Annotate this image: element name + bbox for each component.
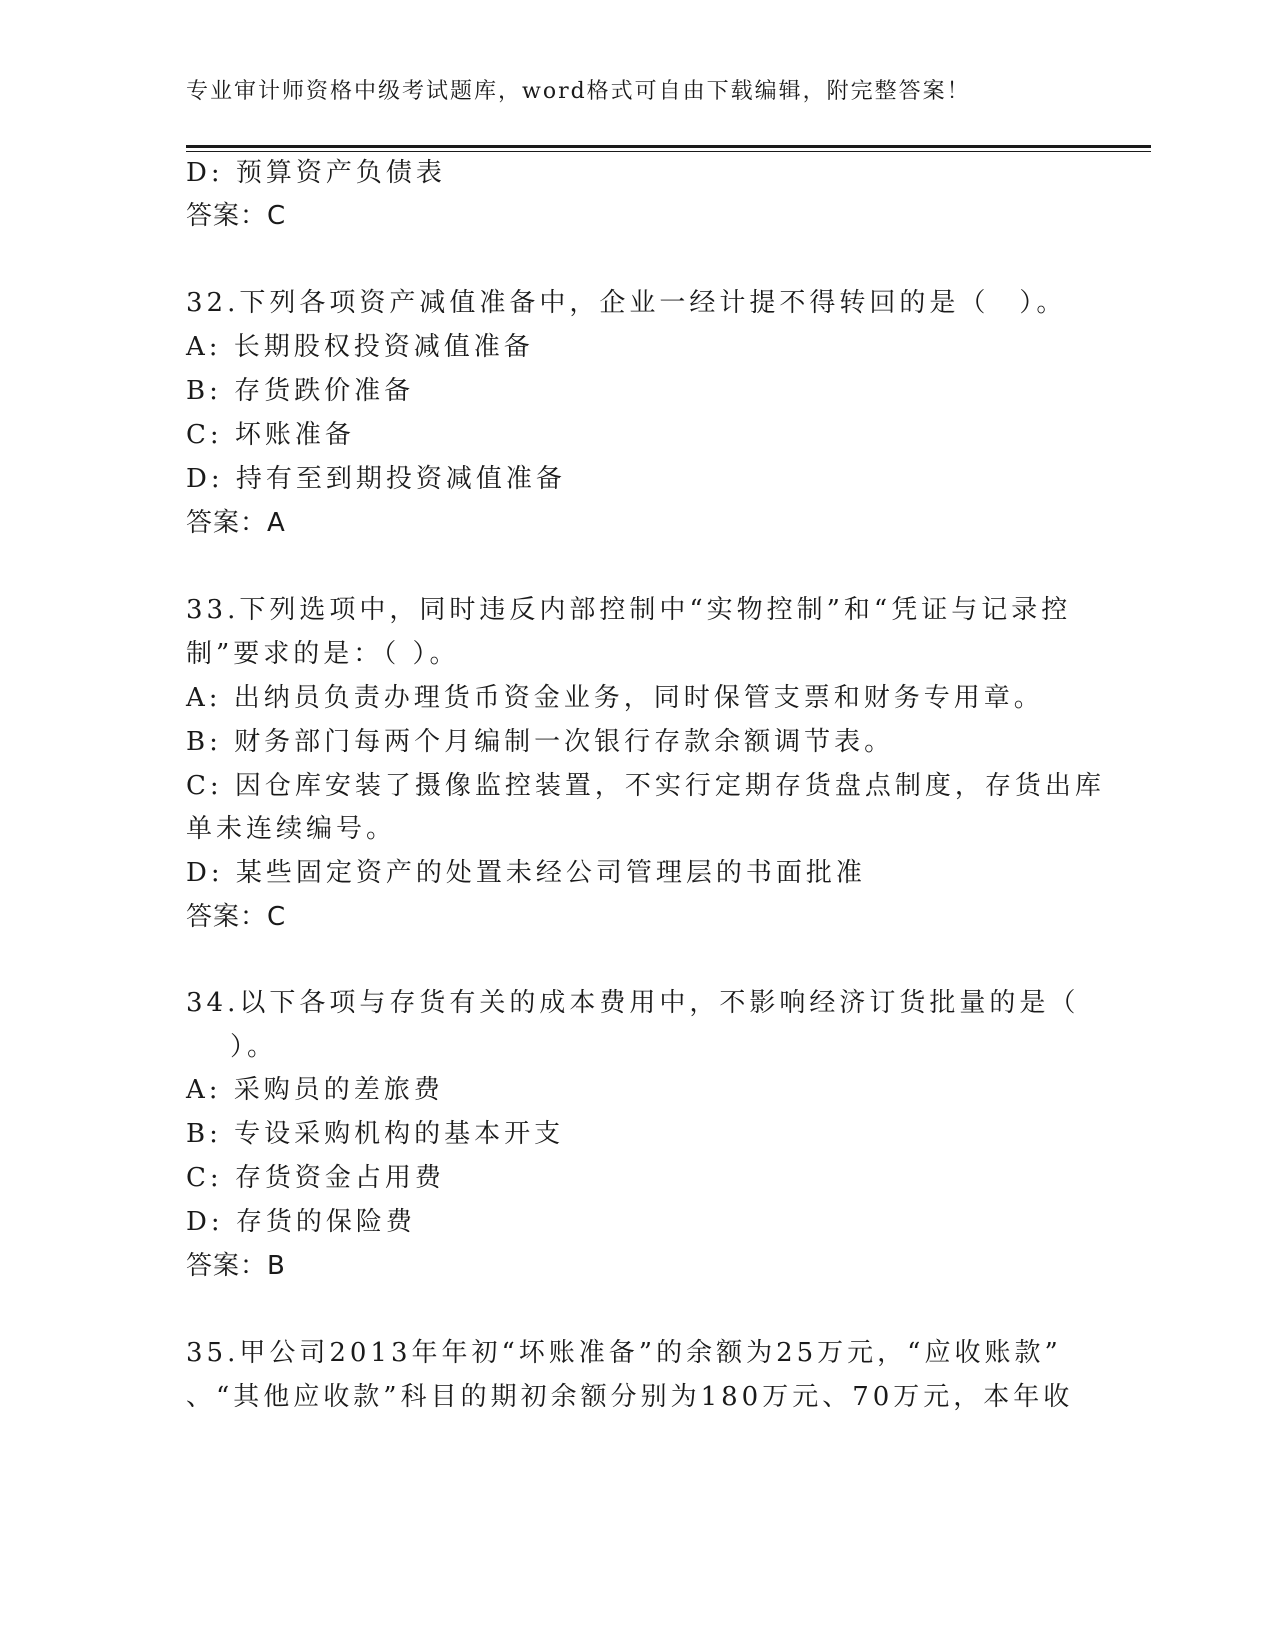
answer-line: 答案：C — [186, 902, 287, 932]
option-line: A: 长期股权投资减值准备 — [186, 332, 534, 362]
option-line: A: 采购员的差旅费 — [186, 1075, 444, 1105]
option-line: A: 出纳员负责办理货币资金业务，同时保管支票和财务专用章。 — [186, 683, 1044, 713]
question-line: 制”要求的是：（ ）。 — [186, 639, 460, 669]
header-rule-thin — [186, 151, 1151, 152]
answer-line: 答案：A — [186, 508, 286, 538]
option-line: D: 预算资产负债表 — [186, 158, 446, 188]
question-line: 、“其他应收款”科目的期初余额分别为180万元、70万元，本年收 — [186, 1382, 1074, 1412]
header-rule-thick — [186, 145, 1151, 148]
question-line: 33.下列选项中，同时违反内部控制中“实物控制”和“凭证与记录控 — [186, 595, 1072, 625]
option-line: C: 存货资金占用费 — [186, 1163, 445, 1193]
option-line: 单未连续编号。 — [186, 814, 397, 844]
option-line: D: 存货的保险费 — [186, 1207, 416, 1237]
option-line: D: 某些固定资产的处置未经公司管理层的书面批准 — [186, 858, 866, 888]
question-line: 34.以下各项与存货有关的成本费用中，不影响经济订货批量的是（ — [186, 988, 1080, 1018]
option-line: C: 坏账准备 — [186, 420, 355, 450]
option-line: C: 因仓库安装了摄像监控装置，不实行定期存货盘点制度，存货出库 — [186, 771, 1105, 801]
option-line: B: 财务部门每两个月编制一次银行存款余额调节表。 — [186, 727, 895, 757]
option-line: B: 专设采购机构的基本开支 — [186, 1119, 565, 1149]
answer-line: 答案：C — [186, 201, 287, 231]
option-line: D: 持有至到期投资减值准备 — [186, 464, 566, 494]
answer-line: 答案：B — [186, 1251, 286, 1281]
question-line: ）。 — [230, 1032, 278, 1062]
page-header: 专业审计师资格中级考试题库，word格式可自由下载编辑，附完整答案！ — [186, 79, 971, 104]
question-line: 35.甲公司2013年年初“坏账准备”的余额为25万元，“应收账款” — [186, 1338, 1062, 1368]
option-line: B: 存货跌价准备 — [186, 376, 415, 406]
question-line: 32.下列各项资产减值准备中，企业一经计提不得转回的是（ ）。 — [186, 288, 1067, 318]
